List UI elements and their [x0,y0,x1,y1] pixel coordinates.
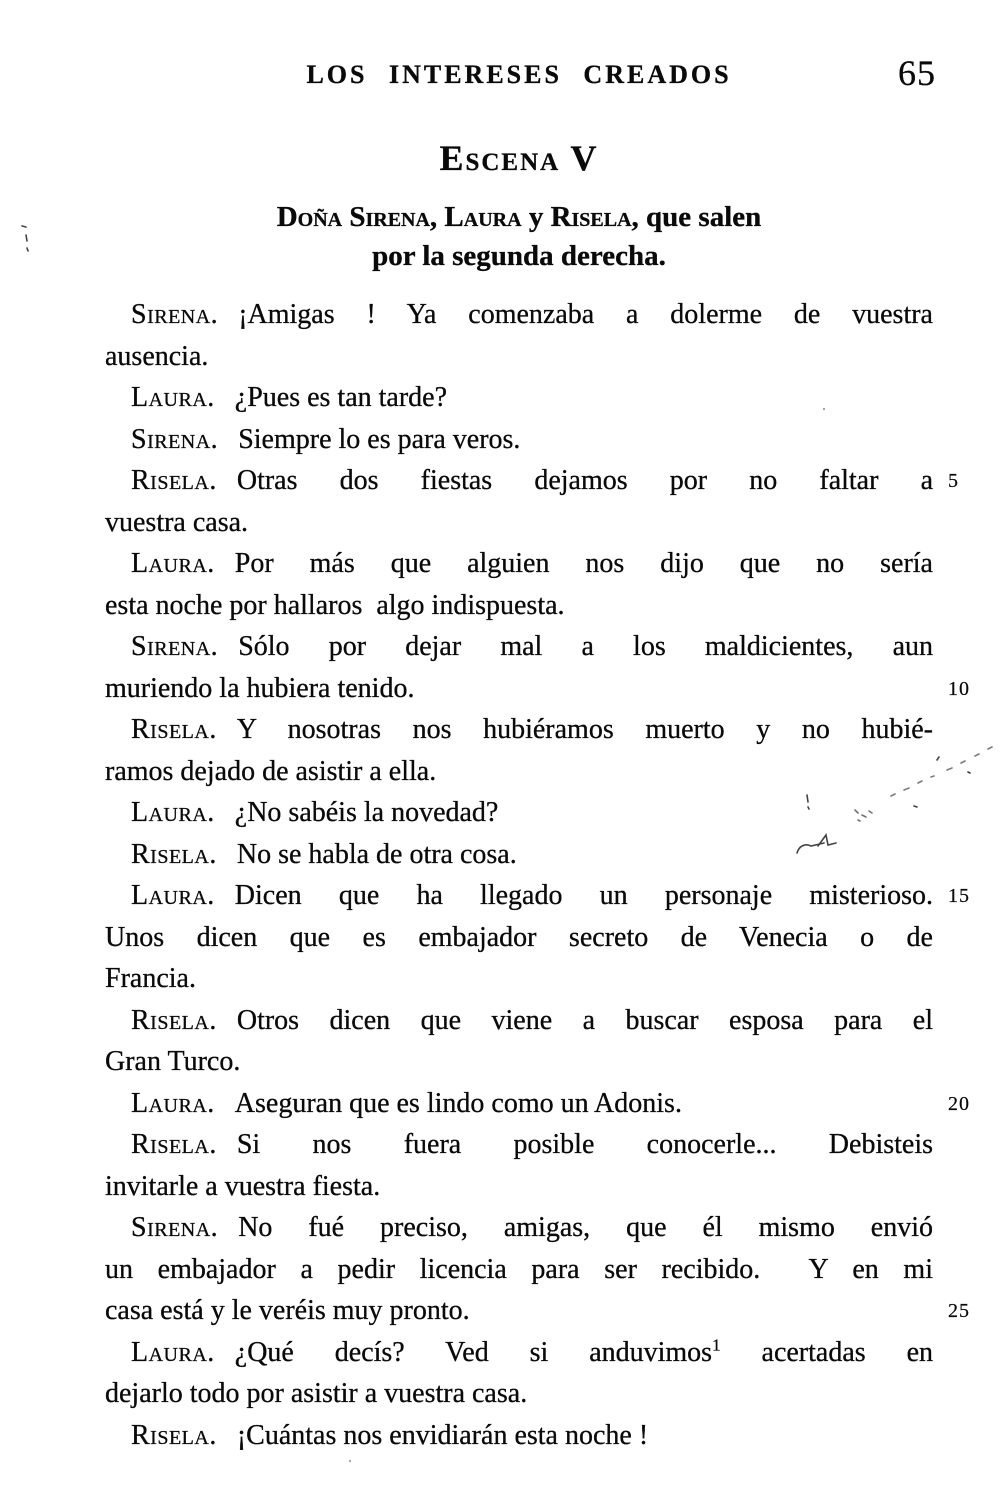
conjunction: y [521,201,551,233]
dialogue-line: casa está y le veréis muy pronto. 25 [105,1290,933,1332]
dialogue-line: Risela. ¡Cuántas nos envidiarán esta noche ! [131,1419,649,1451]
speaker-name: Risela. [131,1419,217,1451]
stage-direction-line-2: por la segunda derecha. [372,240,666,272]
speaker-name: Laura. [131,1336,215,1368]
speaker-name: Risela. [131,714,217,745]
speaker-name: Risela. [131,465,217,496]
dialogue-line: Sirena. Sólo por dejar mal a los maldicientes, aun [131,631,933,662]
stage-direction-text: que salen [638,201,762,233]
line-number: 25 [948,1300,970,1322]
page-number: 65 [898,53,936,93]
dialogue-line: Laura. ¿Pues es tan tarde? [131,382,448,413]
dialogue-line: vuestra casa. [105,506,249,538]
footnote-marker: 1 [712,1335,721,1355]
speaker-name: Laura. [131,382,215,413]
dialogue-text [105,294,970,1456]
speaker-name: Laura. [131,1087,215,1119]
dialogue-line: dejarlo todo por asistir a vuestra casa. [105,1378,528,1409]
speaker-name: Laura. [131,880,215,911]
dialogue-line: Risela. Otros dicen que viene a buscar esposa para el [131,1004,933,1036]
dialogue-line: Sirena. ¡Amigas ! Ya comenzaba a dolerme de vuestra [131,299,933,330]
line-number: 20 [948,1092,970,1115]
stage-direction-line-1 [105,198,933,237]
dialogue-line: Sirena. No fué preciso, amigas, que él mismo envió [131,1212,933,1243]
dialogue-line: invitarle a vuestra fiesta. [105,1170,381,1202]
dialogue-line: Risela. Si nos fuera posible conocerle... Debisteis [131,1129,933,1160]
dialogue-line: Laura. ¿No sabéis la novedad? [131,797,499,828]
dialogue-line: Gran Turco. [105,1046,241,1077]
speaker-name: Sirena. [131,423,219,455]
dialogue-line: Laura. Dicen que ha llegado un personaje misterioso. 15 [105,875,933,917]
running-title: LOS INTERESES CREADOS [306,60,732,89]
dialogue-line: ausencia. [105,340,209,372]
dialogue-line: Risela. Otras dos fiestas dejamos por no faltar a 5 [105,460,933,502]
dialogue-line: Francia. [105,963,196,994]
speaker-name: Risela. [131,838,217,870]
speaker-name: Risela. [131,1004,217,1036]
speaker-name: Laura. [131,548,215,579]
scene-heading: Escena V [439,138,599,178]
line-number: 10 [948,677,970,700]
stage-direction [105,198,933,276]
speaker-name: Risela. [131,1129,217,1160]
dialogue-line: un embajador a pedir licencia para ser recibido. Y en mi [105,1253,933,1285]
speaker-name: Sirena. [131,299,219,330]
speaker-name: Sirena. [131,631,219,662]
line-number: 15 [948,885,970,907]
dialogue-line: Laura. Aseguran que es lindo como un Adonis. 20 [105,1083,933,1125]
dialogue-line: Laura. ¿Qué decís? Ved si anduvimos$^1$ acertadas en [131,1335,933,1368]
dialogue-line: Laura. Por más que alguien nos dijo que no sería [131,548,933,579]
line-number: 5 [948,470,959,492]
character-names: Risela, [550,201,639,233]
dialogue-line: Unos dicen que es embajador secreto de Venecia o de [105,921,933,953]
dialogue-line: ramos dejado de asistir a ella. [105,755,437,787]
speaker-name: Laura. [131,797,215,828]
dialogue-line: Risela. No se habla de otra cosa. [131,838,517,870]
dialogue-line: esta noche por hallaros algo indispuesta. [105,589,565,621]
speaker-name: Sirena. [131,1212,219,1243]
dialogue-line: Risela. Y nosotras nos hubiéramos muerto y no hubié- [131,714,933,745]
dialogue-line: Sirena. Siempre lo es para veros. [131,423,521,455]
character-names: Doña Sirena, Laura [276,201,522,233]
dialogue-line: muriendo la hubiera tenido. 10 [105,668,933,710]
